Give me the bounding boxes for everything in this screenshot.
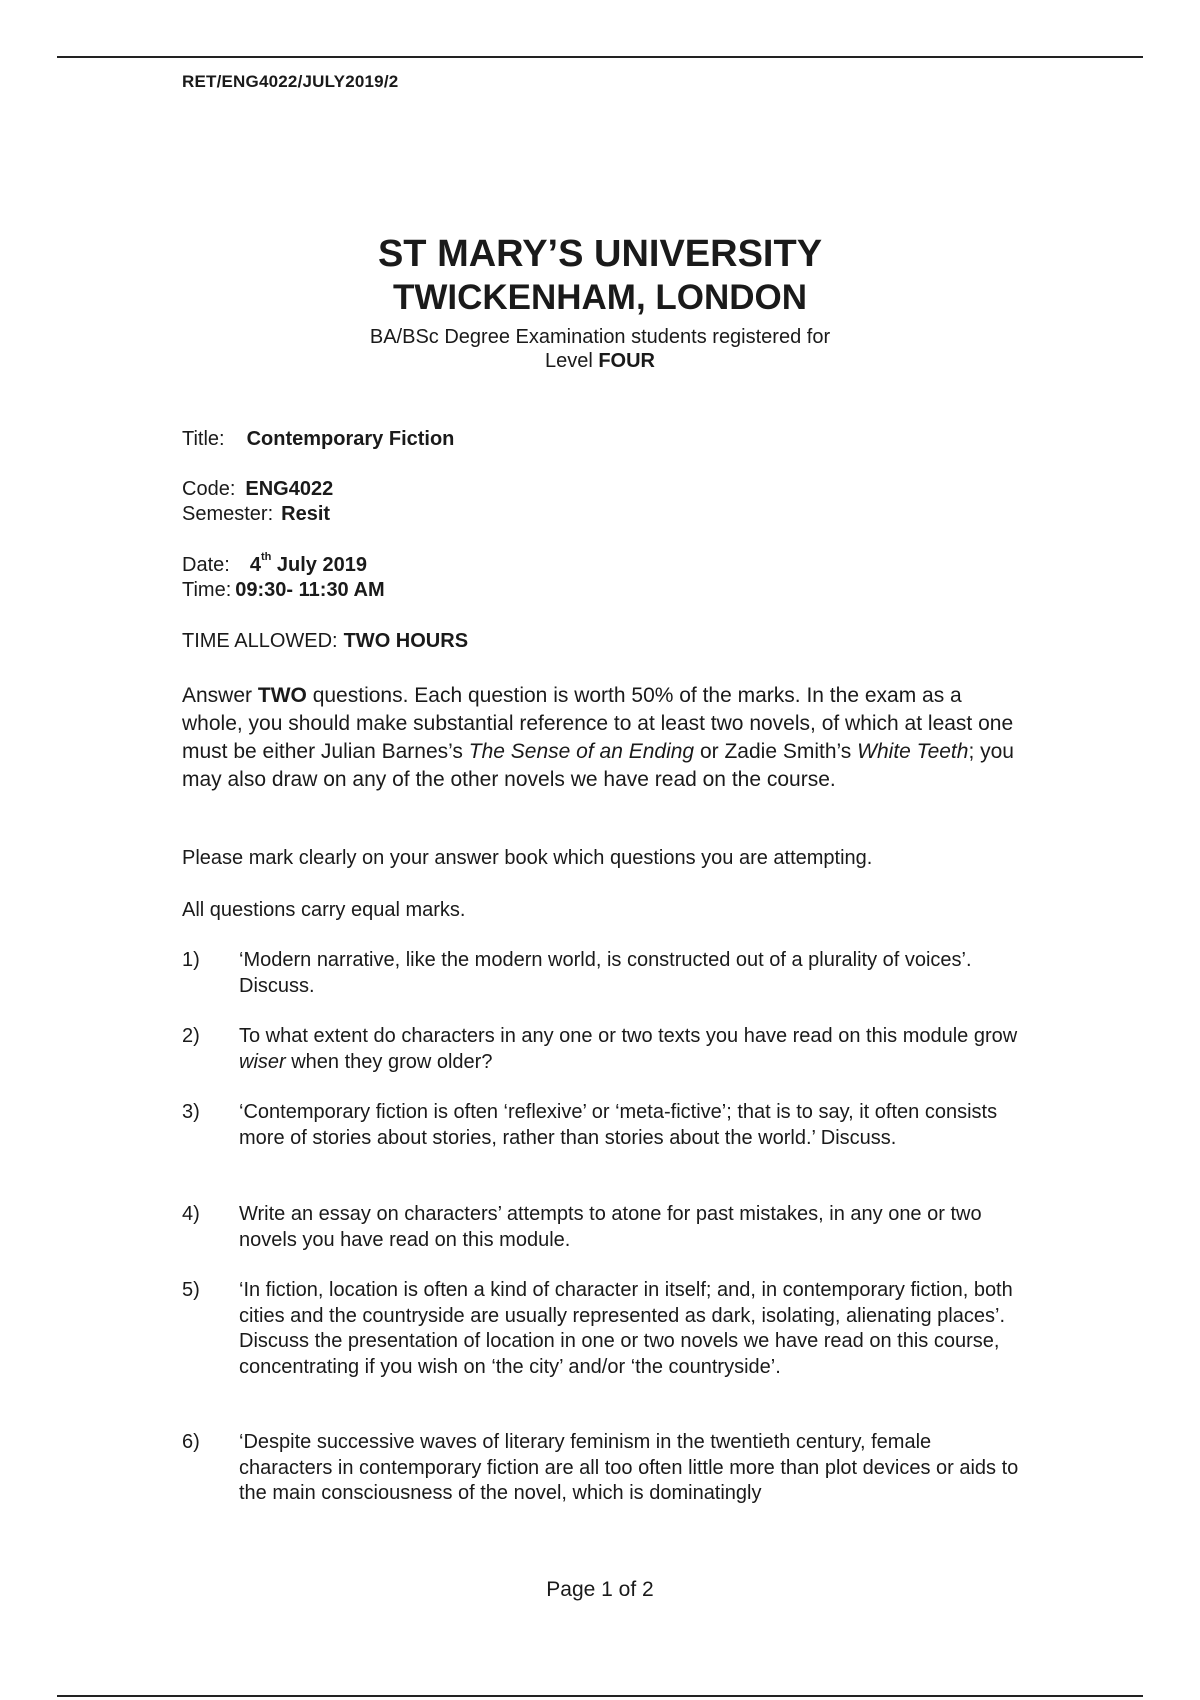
question-item xyxy=(182,1202,1022,1253)
semester-field xyxy=(182,501,330,527)
exam-date-field xyxy=(182,552,367,578)
module-title-value: Contemporary Fiction xyxy=(246,428,455,450)
question-item xyxy=(182,1278,1022,1380)
question-number: 3) xyxy=(182,1101,200,1123)
time-allowed-value: TWO HOURS xyxy=(343,630,469,652)
question-text: ‘Modern narrative, like the modern world, is constructed out of a plurality of voices’. Discuss. xyxy=(239,949,972,997)
answer-instruction-pre: Answer xyxy=(182,684,253,707)
question-text-post: when they grow older? xyxy=(291,1050,493,1073)
question-number: 4) xyxy=(182,1203,200,1225)
answer-instruction-end: ; you may also draw on any of the other novels we have read on the course. xyxy=(182,740,1014,791)
exam-description: BA/BSc Degree Examination students registered for xyxy=(369,326,831,348)
question-number: 2) xyxy=(182,1025,200,1047)
exam-date-label: Date: xyxy=(182,554,230,576)
question-number: 5) xyxy=(182,1279,200,1301)
exam-time-value: 09:30- 11:30 AM xyxy=(235,579,385,601)
exam-level-value: FOUR xyxy=(598,350,656,372)
answer-instruction-mid: questions. Each question is worth 50% of the marks. In the exam as a whole, you should make substantial reference to at least two novels, of which at least one must be either Julian Barnes’s xyxy=(182,684,1014,763)
exam-time-label: Time: xyxy=(182,579,232,601)
time-allowed-label: TIME ALLOWED: xyxy=(182,630,338,652)
question-item xyxy=(182,948,1022,999)
question-item xyxy=(182,1100,1022,1151)
university-name: ST MARY’S UNIVERSITY xyxy=(377,233,823,275)
question-number: 1) xyxy=(182,949,200,971)
exam-date-suffix: th xyxy=(260,551,272,564)
question-text-pre: To what extent do characters in any one or two texts you have read on this module grow xyxy=(239,1025,1018,1047)
question-text: ‘In fiction, location is often a kind of character in itself; and, in contemporary fiction, both cities and the countryside are usually represented as dark, isolating, alienating places’. Discuss the presentation of location in one or two novels we have read on this course, concentrating if you wish on ‘the city’ and/or ‘the countryside’. xyxy=(239,1279,1013,1378)
university-location: TWICKENHAM, LONDON xyxy=(392,278,808,317)
answer-instructions xyxy=(182,682,1022,794)
question-text: Write an essay on characters’ attempts to atone for past mistakes, in any one or two novels you have read on this module. xyxy=(239,1203,982,1251)
book-title-white-teeth: White Teeth xyxy=(857,740,969,763)
top-rule xyxy=(57,56,1143,58)
time-allowed-field xyxy=(182,628,468,654)
exam-level xyxy=(0,349,1200,373)
exam-time-field xyxy=(182,577,385,603)
question-text-emphasis: wiser xyxy=(239,1050,286,1073)
question-text: ‘Contemporary fiction is often ‘reflexive’ or ‘meta-fictive’; that is to say, it often consists more of stories about stories, rather than stories about the world.’ Discuss. xyxy=(239,1101,998,1149)
exam-date-rest: July 2019 xyxy=(276,554,367,576)
question-text xyxy=(239,1024,1022,1075)
question-item xyxy=(182,1430,1022,1507)
answer-instruction-or: or Zadie Smith’s xyxy=(699,740,852,763)
bottom-rule xyxy=(57,1695,1143,1697)
exam-date-day: 4 xyxy=(249,554,261,576)
question-number: 6) xyxy=(182,1431,200,1453)
semester-label: Semester: xyxy=(182,503,274,525)
module-code-label: Code: xyxy=(182,478,236,500)
page-number: Page 1 of 2 xyxy=(546,1578,654,1601)
module-title-label: Title: xyxy=(182,428,225,450)
module-code-field xyxy=(182,476,333,502)
document-reference: RET/ENG4022/JULY2019/2 xyxy=(182,72,399,91)
question-text: ‘Despite successive waves of literary feminism in the twentieth century, female characters in contemporary fiction are all too often little more than plot devices or aids to the main consciousness of the novel, which is dominatingly xyxy=(239,1431,1019,1504)
mark-clearly-instruction: Please mark clearly on your answer book which questions you are attempting. xyxy=(182,847,873,869)
question-item xyxy=(182,1024,1022,1075)
exam-level-label: Level xyxy=(544,350,593,372)
exam-date-value xyxy=(249,551,367,576)
answer-count: TWO xyxy=(257,684,307,707)
book-title-sense-of-an-ending: The Sense of an Ending xyxy=(468,740,695,763)
module-code-value: ENG4022 xyxy=(245,478,334,500)
semester-value: Resit xyxy=(281,503,331,525)
module-title-field xyxy=(182,426,454,452)
equal-marks-instruction: All questions carry equal marks. xyxy=(182,899,466,921)
